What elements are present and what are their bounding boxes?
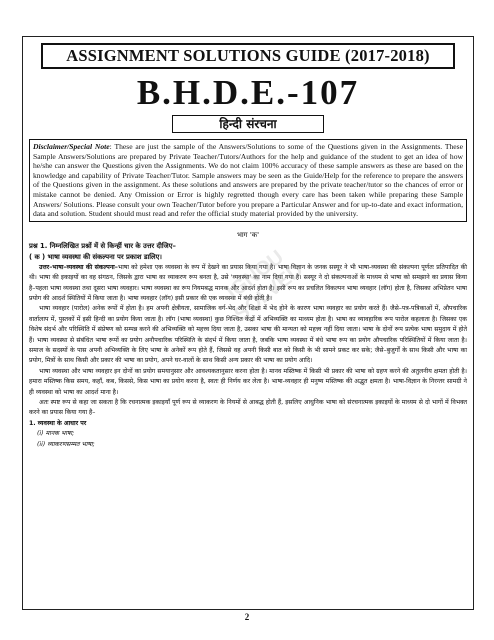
document-page xyxy=(22,36,474,610)
list-heading: 1. व्यवस्था के आधार पर xyxy=(29,419,87,427)
course-title-hindi: हिन्दी संरचना xyxy=(172,115,324,133)
answer-paragraph-2: भाषा व्यवहार (पारोल) अनेक रूपों में होता है। हम अपनी क्षेत्रीयता, सामाजिक वर्ग-भेद और शिक्षा में भेद होने के कारण भाषा व्यवहार का प्रयोग करते हैं। जैसे–पत्र-पत्रिकाओं में, औपचारिक वार्तालाप में, पुस्तकों में इसी हिन्दी का प्रयोग किया जाता है। लॉग (भाषा व्यवस्था) कुछ निश्चित केंद्रों में अभिव्यक्ति का माध्यम होता है। भाषा का व्यावहारिक रूप पारोल कहलाता है। जिसका एक विशेष संदर्भ और परिस्थिति में संप्रेषण को सम्पन्न करने की अभिव्यक्ति को महत्त्व दिया जाता है, उसका भाषा की मान्यता को महत्त्व नहीं दिया जाता। भाषा के दोनों रूप प्रत्येक भाषा समुदाय में होते हैं। भाषा व्यवस्था से संबंधित भाषा रूपों का प्रयोग अनौपचारिक परिस्थिति के संदर्भ में किया जाता है, जबकि भाषा व्यवस्था में बंधे भाषा रूप का प्रयोग औपचारिक परिस्थितियों में किया जाता है। समाज के सदस्यों के पास अपनी अभिव्यक्ति के लिए भाषा के अनेकों रूप होते हैं, जिससे वह अपनी किसी बात को किसी के भी सामने प्रकट कर सके; जैसे–बुजुर्गों के साथ किसी और भाषा का प्रयोग, मित्रों के साथ किसी और प्रकार की भाषा का प्रयोग, अपने घर-वालों के साथ किसी अन्य प्रकार की भाषा का प्रयोग आदि। xyxy=(29,305,467,365)
list-item: (i) मानक भाषा; xyxy=(37,430,75,438)
answer-content xyxy=(29,230,467,450)
list-item: (ii) व्याकरणसम्मत भाषा; xyxy=(37,440,95,448)
watermark: IGNOU SOLVED xyxy=(222,245,308,326)
question-sub: ( क ) भाषा व्यवस्था की संकल्पना पर प्रकाश डालिए। xyxy=(29,252,162,261)
course-code: B.H.D.E.-107 xyxy=(136,73,360,112)
disclaimer-label: Disclaimer/Special Note xyxy=(33,142,110,151)
answer-paragraph-3: भाषा व्यवस्था और भाषा व्यवहार इन दोनों का प्रयोग समयानुसार और आवश्यकतानुसार करना होता है। मानव मस्तिष्क में किसी भी प्रकार की भाषा को ग्रहण करने की अतुलनीय क्षमता होती है। हमारा मस्तिष्क किस समय, कहाँ, कब, किससे, किस भाषा का प्रयोग करना है, स्वतः ही निर्णय कर लेता है। भाषा-व्यवहार ही मनुष्य मस्तिष्क की अद्भुत क्षमता है। भाषा-विज्ञान के निरन्तर सामग्री ने ही व्यवस्था को भाषा का आदर्श माना है। xyxy=(29,367,467,396)
section-label: भाग 'क' xyxy=(236,230,260,239)
guide-title: ASSIGNMENT SOLUTIONS GUIDE (2017-2018) xyxy=(41,43,455,69)
answer-paragraph-1 xyxy=(29,263,467,305)
disclaimer-text: : These are just the sample of the Answers/Solutions to some of the Questions given in the Assignments. These Sample Answers/Solutions are prepared by Private Teacher/Tutors/Authors for the help and guidance of the student to get an idea of how he/she can answer the Questions given the Assignments. We do not claim 100% accuracy of these sample answers as these are based on the knowledge and capability of Private Teacher/Tutor. Sample answers may be seen as the Guide/Help for the reference to prepare the answers of the Questions given in the assignment. As these solutions and answers are prepared by the private teacher/tutor so the chances of error or mistake cannot be denied. Any Omission or Error is highly regretted though every care has been taken while preparing these Sample Answers/ Solutions. Please consult your own Teacher/Tutor before you prepare a Particular Answer and for up-to-date and exact information, data and solution. Student should must read and refer the official study material provided by the university. xyxy=(33,142,464,219)
answer-lead: उत्तर–भाषा–व्यवस्था की संकल्पना– xyxy=(39,263,118,271)
question-heading: प्रश्न 1. निम्नलिखित प्रश्नों में से किन्हीं चार के उत्तर दीजिए– xyxy=(29,241,176,250)
answer-paragraph-4: अतः स्पष्ट रूप से कहा जा सकता है कि रचनात्मक इकाइयाँ पूर्ण रूप से व्याकरण के नियमों से आबद्ध होती हैं, इसलिए आधुनिक भाषा को संरचनात्मक इकाइयों के माध्यम से दो भागों में विभक्त करने का प्रयास किया गया है– xyxy=(29,399,467,417)
disclaimer-box xyxy=(29,139,467,222)
page-number: 2 xyxy=(244,612,250,622)
answer-paragraph-1-text: भाषा को हमेशा एक व्यवस्था के रूप में देखने का प्रयास किया गया है। भाषा विज्ञान के जनक सस्यूर ने भी भाषा-व्यवस्था की संकल्पना पूर्णतः प्रतिपादित की थी। भाषा की इकाइयों का वह संगठन, जिसके द्वारा भाषा का व्याकरण रूप बनता है, उसे 'व्यवस्था' का नाम दिया गया है। सस्यूर ने दो संकल्पनाओं के माध्यम से भाषा को समझाने का प्रयास किया है–पहला भाषा व्यवस्था तथा दूसरा भाषा व्यवहार। भाषा व्यवस्था का रूप नियमबद्ध मानक और आदर्श होता है। इसी रूप का प्रचलित विकल्पन भाषा व्यवहार (लॉग) होता है, जिसका अभिप्रेतन भाषा प्रयोग की आदर्श स्थितियों में किया जाता है। भाषा व्यवहार (लॉग) इसी प्रकार की एक व्यवस्था में बंधी होती है। xyxy=(29,263,467,302)
